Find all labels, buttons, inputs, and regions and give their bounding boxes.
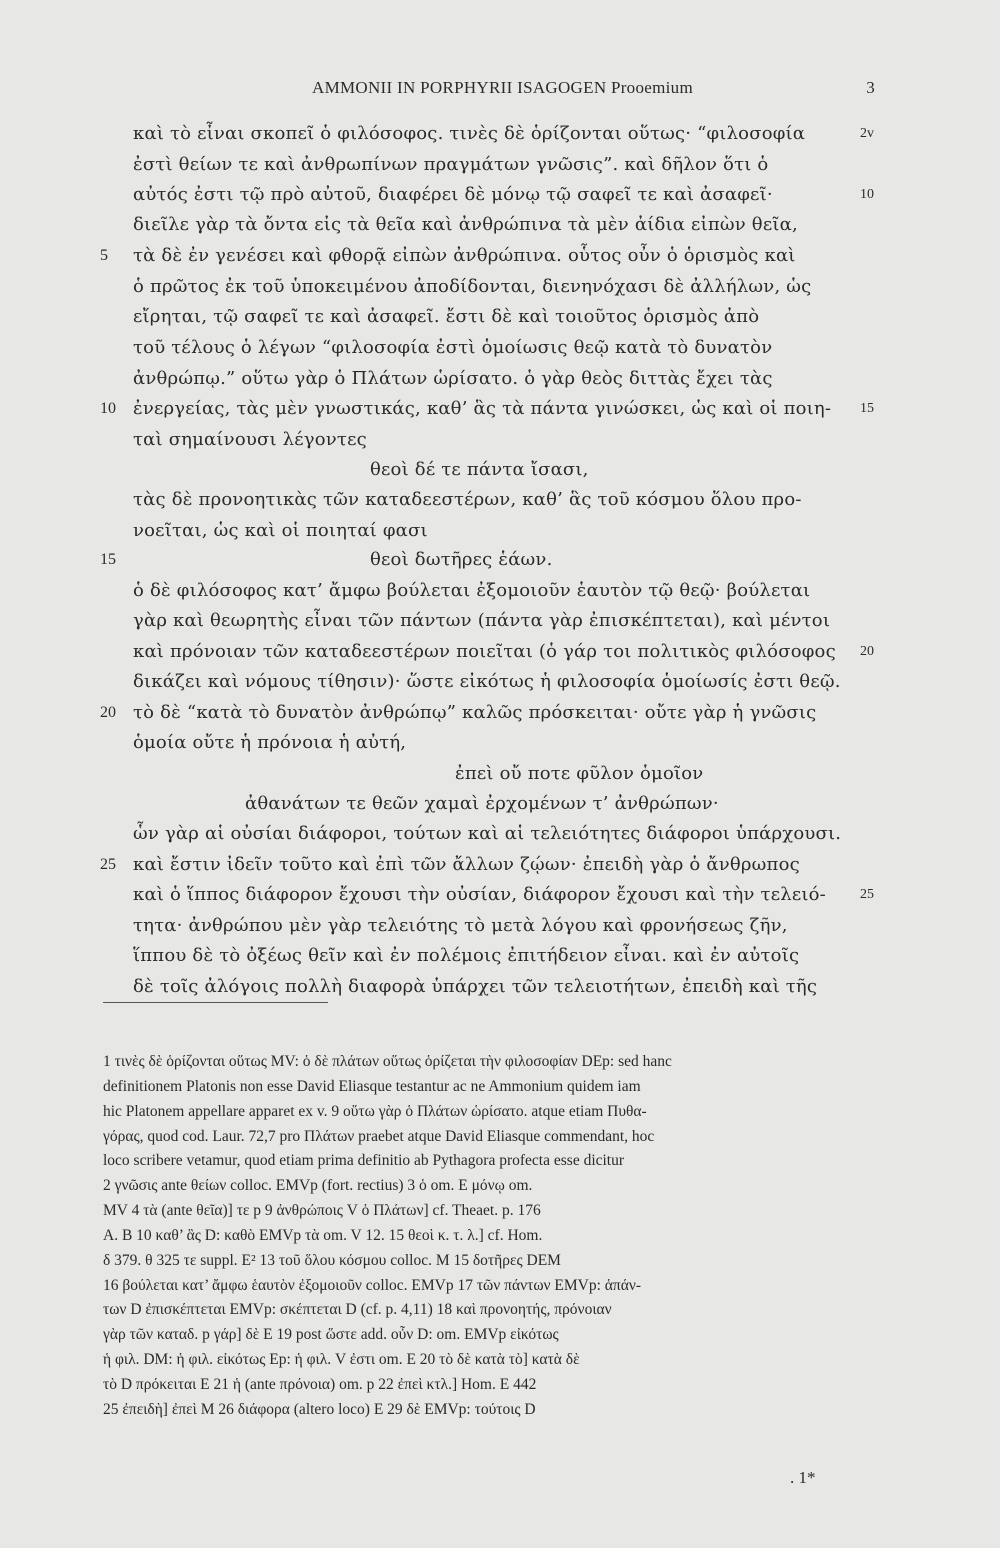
text-line: τὸ δὲ “κατὰ τὸ δυνατὸν ἀνθρώπῳ” καλῶς πρόσκειται· οὔτε γὰρ ἡ γνῶσις xyxy=(133,702,817,723)
text-line: ταὶ σημαίνουσι λέγοντες xyxy=(133,429,367,450)
text-line: τὰ δὲ ἐν γενέσει καὶ φθορᾷ εἰπὼν ἀνθρώπινα. οὗτος οὖν ὁ ὁρισμὸς καὶ xyxy=(133,245,796,266)
text-line: ἐνεργείας, τὰς μὲν γνωστικάς, καθ’ ἃς τὰ πάντα γινώσκει, ὡς καὶ οἱ ποιη- xyxy=(133,398,832,419)
apparatus-line: A. B 10 καθ’ ἃς D: καθὸ EMVp τὰ om. V 12. 15 θεοὶ κ. τ. λ.] cf. Hom. xyxy=(103,1227,543,1244)
text-line: τὰς δὲ προνοητικὰς τῶν καταδεεστέρων, καθ’ ἃς τοῦ κόσμου ὅλου προ- xyxy=(133,489,802,510)
text-line: καὶ τὸ εἶναι σκοπεῖ ὁ φιλόσοφος. τινὲς δὲ ὁρίζονται οὕτως· “φιλοσοφία xyxy=(133,123,806,144)
text-line: ἀνθρώπῳ.” οὕτω γὰρ ὁ Πλάτων ὡρίσατο. ὁ γὰρ θεὸς διττὰς ἔχει τὰς xyxy=(133,368,773,389)
verse-line: ἐπεὶ οὔ ποτε φῦλον ὁμοῖον xyxy=(455,763,704,784)
apparatus-line: MV 4 τὰ (ante θεῖα)] τε p 9 ἀνθρώποις V ὁ Πλάτων] cf. Theaet. p. 176 xyxy=(103,1202,541,1219)
text-line: εἴρηται, τῷ σαφεῖ τε καὶ ἀσαφεῖ. ἔστι δὲ καὶ τοιοῦτος ὁρισμὸς ἀπὸ xyxy=(133,306,760,327)
margin-reference: 25 xyxy=(860,887,874,902)
text-line: τοῦ τέλους ὁ λέγων “φιλοσοφία ἐστὶ ὁμοίωσις θεῷ κατὰ τὸ δυνατὸν xyxy=(133,337,773,358)
text-line: δὲ τοῖς ἀλόγοις πολλὴ διαφορὰ ὑπάρχει τῶν τελειοτήτων, ἐπειδὴ καὶ τῆς xyxy=(133,976,818,997)
text-line: διεῖλε γὰρ τὰ ὄντα εἰς τὰ θεῖα καὶ ἀνθρώπινα τὰ μὲν ἀίδια εἰπὼν θεῖα, xyxy=(133,214,798,235)
header-title: AMMONII IN PORPHYRII ISAGOGEN Prooemium xyxy=(312,78,693,97)
running-header xyxy=(130,78,875,104)
line-number: 20 xyxy=(100,704,116,721)
text-line: τητα· ἀνθρώπου μὲν γὰρ τελειότης τὸ μετὰ λόγου καὶ φρονήσεως ζῆν, xyxy=(133,915,788,936)
text-line: ὁμοία οὔτε ἡ πρόνοια ἡ αὐτή, xyxy=(133,732,407,753)
margin-reference: 2v xyxy=(860,126,874,141)
margin-reference: 10 xyxy=(860,187,874,202)
text-line: νοεῖται, ὡς καὶ οἱ ποιηταί φασι xyxy=(133,520,428,541)
apparatus-line: 2 γνῶσις ante θείων colloc. EMVp (fort. rectius) 3 ὁ om. E μόνῳ om. xyxy=(103,1177,533,1194)
text-line: δικάζει καὶ νόμους τίθησιν)· ὥστε εἰκότως ἡ φιλοσοφία ὁμοίωσίς ἐστι θεῷ. xyxy=(133,671,841,692)
apparatus-line: 25 ἐπειδὴ] ἐπεὶ M 26 διάφορα (altero loco) E 29 δὲ EMVp: τούτοις D xyxy=(103,1401,536,1418)
page-number: 3 xyxy=(866,78,875,97)
verse-line: ἀθανάτων τε θεῶν χαμαὶ ἐρχομένων τ’ ἀνθρώπων· xyxy=(245,793,719,814)
text-line: καὶ πρόνοιαν τῶν καταδεεστέρων ποιεῖται (ὁ γάρ τοι πολιτικὸς φιλόσοφος xyxy=(133,641,836,662)
line-number: 25 xyxy=(100,856,116,873)
text-line: αὐτός ἐστι τῷ πρὸ αὐτοῦ, διαφέρει δὲ μόνῳ τῷ σαφεῖ τε καὶ ἀσαφεῖ· xyxy=(133,184,773,205)
footnote-divider xyxy=(103,1002,328,1003)
text-line: ὧν γὰρ αἱ οὐσίαι διάφοροι, τούτων καὶ αἱ τελειότητες διάφοροι ὑπάρχουσι. xyxy=(133,823,842,844)
apparatus-line: δ 379. θ 325 τε suppl. E² 13 τοῦ ὅλου κόσμου colloc. M 15 δοτῆρες DEM xyxy=(103,1252,561,1269)
text-line: ἐστὶ θείων τε καὶ ἀνθρωπίνων πραγμάτων γνῶσις”. καὶ δῆλον ὅτι ὁ xyxy=(133,154,769,175)
line-number: 5 xyxy=(100,247,108,264)
text-line: γὰρ καὶ θεωρητὴς εἶναι τῶν πάντων (πάντα γὰρ ἐπισκέπτεται), καὶ μέντοι xyxy=(133,610,831,631)
apparatus-line: 1 τινὲς δὲ ὁρίζονται οὕτως MV: ὁ δὲ πλάτων οὕτως ὁρίζεται τὴν φιλοσοφίαν DEp: sed hanc xyxy=(103,1053,672,1070)
text-line: ἵππου δὲ τὸ ὀξέως θεῖν καὶ ἐν πολέμοις ἐπιτήδειον εἶναι. καὶ ἐν αὐτοῖς xyxy=(133,945,800,966)
apparatus-line: γὰρ τῶν καταδ. p γάρ] δὲ E 19 post ὥστε add. οὖν D: om. EMVp εἰκότως xyxy=(103,1326,559,1343)
apparatus-line: 16 βούλεται κατ’ ἄμφω ἑαυτὸν ἐξομοιοῦν colloc. EMVp 17 τῶν πάντων EMVp: ἁπάν- xyxy=(103,1277,642,1294)
apparatus-line: hic Platonem appellare apparet ex v. 9 οὕτω γὰρ ὁ Πλάτων ὡρίσατο. atque etiam Πυθα- xyxy=(103,1103,647,1120)
margin-reference: 20 xyxy=(860,644,874,659)
text-line: ὁ δὲ φιλόσοφος κατ’ ἄμφω βούλεται ἐξομοιοῦν ἑαυτὸν τῷ θεῷ· βούλεται xyxy=(133,580,811,601)
line-number: 10 xyxy=(100,400,116,417)
verse-line: θεοὶ δωτῆρες ἑάων. xyxy=(370,549,553,570)
text-line: καὶ ὁ ἵππος διάφορον ἔχουσι τὴν οὐσίαν, διάφορον ἔχουσι καὶ τὴν τελειό- xyxy=(133,884,826,905)
margin-reference: 15 xyxy=(860,401,874,416)
apparatus-line: loco scribere vetamur, quod etiam prima definitio ab Pythagora profecta esse dicitur xyxy=(103,1152,625,1169)
apparatus-line: definitionem Platonis non esse David Eliasque testantur ac ne Ammonium quidem iam xyxy=(103,1078,641,1095)
apparatus-line: γόρας, quod cod. Laur. 72,7 pro Πλάτων praebet atque David Eliasque commendant, hoc xyxy=(103,1128,655,1145)
text-line: καὶ ἔστιν ἰδεῖν τοῦτο καὶ ἐπὶ τῶν ἄλλων ζῴων· ἐπειδὴ γὰρ ὁ ἄνθρωπος xyxy=(133,854,800,875)
signature-mark: . 1* xyxy=(790,1468,816,1487)
text-line: ὁ πρῶτος ἐκ τοῦ ὑποκειμένου ἀποδίδονται, διενηνόχασι δὲ ἀλλήλων, ὡς xyxy=(133,276,812,297)
apparatus-line: τὸ D πρόκειται E 21 ἡ (ante πρόνοια) om. p 22 ἐπεὶ κτλ.] Hom. E 442 xyxy=(103,1376,537,1393)
apparatus-line: των D ἐπισκέπτεται EMVp: σκέπτεται D (cf. p. 4,11) 18 καὶ προνοητής, πρόνοιαν xyxy=(103,1301,612,1318)
apparatus-line: ἡ φιλ. DM: ἡ φιλ. εἰκότως Ep: ἡ φιλ. V ἐστι om. E 20 τὸ δὲ κατὰ τὸ] κατὰ δὲ xyxy=(103,1351,580,1368)
verse-line: θεοὶ δέ τε πάντα ἴσασι, xyxy=(370,459,589,480)
line-number: 15 xyxy=(100,551,116,568)
